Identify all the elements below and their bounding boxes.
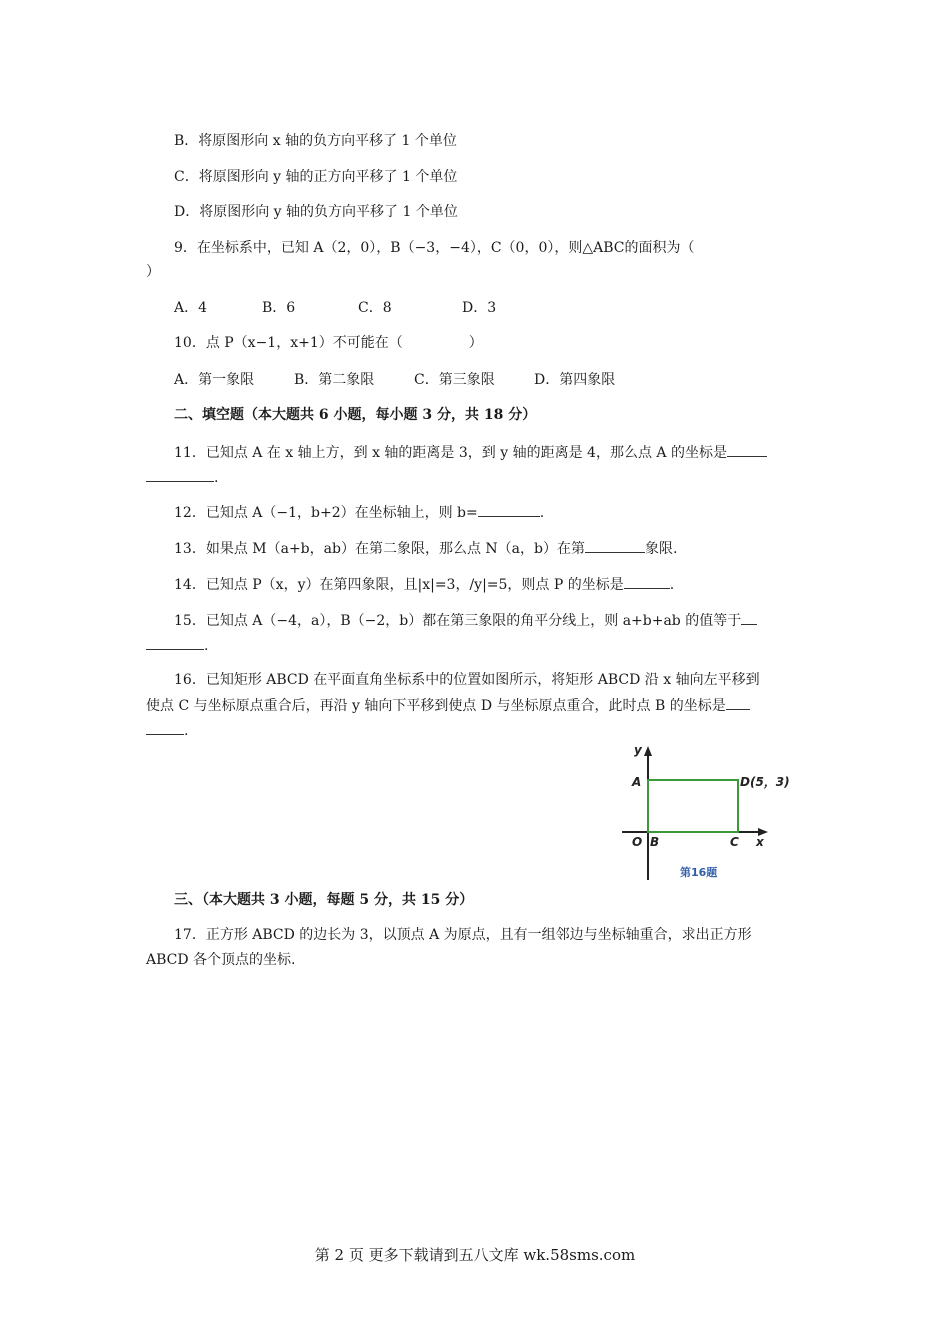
figure-caption: 第16题 [680, 866, 718, 879]
q10-options [174, 370, 615, 390]
q13-blank [585, 538, 645, 553]
q11-blank [727, 442, 767, 457]
point-d-label: D(5，3) [740, 775, 790, 789]
section3-heading: 三、（本大题共 3 小题，每题 5 分，共 15 分） [174, 892, 474, 908]
q9-option-c: C．8 [358, 300, 392, 316]
section2-heading: 二、填空题（本大题共 6 小题，每小题 3 分，共 18 分） [174, 407, 537, 423]
x-axis-label: x [756, 835, 764, 849]
q14-blank [624, 574, 670, 589]
y-axis-arrow [644, 746, 652, 756]
q16-line2 [146, 695, 750, 716]
q9-options [174, 298, 496, 318]
q14-text-main: 14．已知点 P（x，y）在第四象限，且|x|=3，/y|=5，则点 P 的坐标是 [174, 577, 624, 593]
q10-text [174, 333, 483, 353]
q15-text-cont [146, 635, 208, 656]
q10-option-b: B．第二象限 [294, 372, 375, 388]
q16-end: . [184, 723, 189, 739]
q15-blank-cont [146, 635, 204, 650]
q14-text [174, 574, 674, 595]
q12-text [174, 502, 544, 523]
q11-text-main: 11．已知点 A 在 x 轴上方，到 x 轴的距离是 3，到 y 轴的距离是 4，那么点 A 的坐标是 [174, 445, 727, 461]
q9-text: 9．在坐标系中，已知 A（2，0），B（−3，−4），C（0，0），则△ABC的面积为（ [174, 240, 695, 256]
q10-text-a: 10．点 P（x−1，x+1）不可能在（ [174, 335, 403, 351]
q12-blank [478, 502, 540, 517]
q9-text-cont: ） [146, 264, 160, 280]
q11-end: . [214, 470, 219, 486]
q11-blank-cont [146, 467, 214, 482]
q15-text-main: 15．已知点 A（−4，a），B（−2，b）都在第三象限的角平分线上，则 a+b+ab 的值等于 [174, 613, 742, 629]
q15-text [174, 610, 757, 631]
y-axis-label: y [634, 743, 642, 757]
point-a-label: A [632, 775, 642, 789]
q13-end: 象限. [644, 541, 678, 557]
q9-option-d: D．3 [462, 300, 497, 316]
point-c-label: C [730, 835, 739, 849]
q17-line2: ABCD 各个顶点的坐标. [146, 952, 296, 968]
q10-option-c: C．第三象限 [414, 372, 495, 388]
q13-text [174, 538, 677, 559]
page-footer: 第 2 页 更多下载请到五八文库 wk.58sms.com [314, 1246, 636, 1264]
q13-text-main: 13．如果点 M（a+b，ab）在第二象限，那么点 N（a，b）在第 [174, 541, 585, 557]
q8-option-c: C．将原图形向 y 轴的正方向平移了 1 个单位 [174, 169, 458, 185]
q10-option-a: A．第一象限 [174, 372, 255, 388]
q8-option-b: B．将原图形向 x 轴的负方向平移了 1 个单位 [174, 133, 457, 149]
q12-end: . [539, 505, 545, 521]
q12-text-main: 12．已知点 A（−1，b+2）在坐标轴上，则 b= [174, 505, 478, 521]
q15-blank [741, 610, 757, 625]
rectangle-abcd [648, 780, 738, 832]
q11-text-cont [146, 467, 218, 488]
q17-line1: 17．正方形 ABCD 的边长为 3，以顶点 A 为原点，且有一组邻边与坐标轴重合，求出正方形 [174, 927, 752, 943]
q16-line2-main: 使点 C 与坐标原点重合后，再沿 y 轴向下平移到使点 D 与坐标原点重合，此时点 B 的坐标是 [146, 698, 726, 714]
q16-line3 [146, 720, 188, 741]
q9-option-a: A．4 [174, 300, 208, 316]
q10-text-b: ） [468, 335, 483, 351]
point-b-label: B [650, 835, 660, 849]
q16-blank-cont [146, 720, 184, 735]
q8-option-d: D．将原图形向 y 轴的负方向平移了 1 个单位 [174, 204, 458, 220]
q9-option-b: B．6 [262, 300, 296, 316]
q15-end: . [204, 638, 209, 654]
q14-end: . [669, 577, 675, 593]
q16-line1: 16．已知矩形 ABCD 在平面直角坐标系中的位置如图所示，将矩形 ABCD 沿 x 轴向左平移到 [174, 672, 760, 688]
q10-option-d: D．第四象限 [534, 372, 616, 388]
origin-label: O [632, 835, 643, 849]
q16-blank [726, 695, 750, 710]
q16-figure [618, 740, 798, 886]
q11-text [174, 442, 767, 463]
